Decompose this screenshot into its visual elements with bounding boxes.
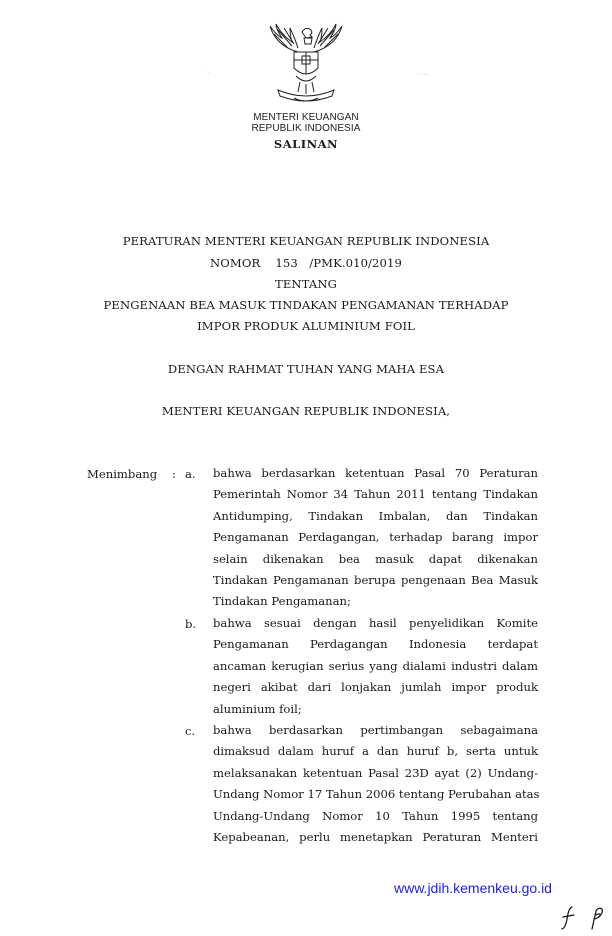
text-line: negeri akibat dari lonjakan jumlah impor produk bbox=[213, 680, 538, 695]
text-line: dimaksud dalam huruf a dan huruf b, serta untuk bbox=[213, 744, 538, 759]
considerations-colon: : bbox=[172, 467, 176, 481]
text-line: Kepabeanan, perlu menetapkan Peraturan Menteri bbox=[213, 829, 538, 844]
jdih-website-link[interactable]: www.jdih.kemenkeu.go.id bbox=[394, 880, 552, 896]
item-letter-a: a. bbox=[185, 467, 196, 481]
item-letter-b: b. bbox=[185, 617, 197, 631]
copy-label: SALINAN bbox=[273, 137, 339, 151]
garuda-emblem-icon bbox=[264, 22, 348, 112]
item-letter-c: c. bbox=[185, 724, 196, 738]
text-line: Undang Nomor 17 Tahun 2006 tentang Perubahan atas bbox=[213, 787, 540, 802]
issuer: MENTERI KEUANGAN REPUBLIK INDONESIA, bbox=[161, 404, 451, 418]
text-line: bahwa berdasarkan pertimbangan sebagaimana bbox=[213, 723, 538, 737]
text-line: Pengamanan Perdagangan, terhadap barang impor bbox=[213, 530, 538, 545]
text-line: selain dikenakan bea masuk dapat dikenakan bbox=[213, 551, 538, 566]
regulation-about: TENTANG bbox=[275, 277, 337, 291]
text-line: Pengamanan Perdagangan Indonesia terdapat bbox=[213, 637, 538, 652]
text-line: melaksanakan ketentuan Pasal 23D ayat (2) Undang- bbox=[213, 765, 538, 780]
consideration-item-b bbox=[213, 613, 538, 720]
text-line: Undang-Undang Nomor 10 Tahun 1995 tentang bbox=[213, 808, 538, 823]
considerations-label: Menimbang bbox=[87, 467, 158, 481]
invocation: DENGAN RAHMAT TUHAN YANG MAHA ESA bbox=[167, 362, 445, 376]
regulation-subject-line2: IMPOR PRODUK ALUMINIUM FOIL bbox=[197, 319, 415, 333]
text-line: Antidumping, Tindakan Imbalan, dan Tindakan bbox=[213, 508, 538, 523]
regulation-title: PERATURAN MENTERI KEUANGAN REPUBLIK INDONESIA bbox=[122, 234, 490, 248]
text-line: bahwa berdasarkan ketentuan Pasal 70 Peraturan bbox=[213, 466, 538, 480]
scan-speck: . .... bbox=[418, 70, 430, 77]
ministry-name-line1: MENTERI KEUANGAN bbox=[253, 112, 359, 123]
text-line: ancaman kerugian serius yang dialami industri dalam bbox=[213, 658, 538, 673]
text-line: Tindakan Pengamanan berupa pengenaan Bea Masuk bbox=[213, 572, 538, 587]
text-line: Tindakan Pengamanan; bbox=[213, 594, 351, 609]
text-line: bahwa sesuai dengan hasil penyelidikan Komite bbox=[213, 616, 538, 630]
text-line: aluminium foil; bbox=[213, 701, 302, 716]
signature-initials-icon bbox=[558, 905, 608, 931]
regulation-subject-line1: PENGENAAN BEA MASUK TINDAKAN PENGAMANAN TERHADAP bbox=[103, 298, 509, 312]
consideration-item-a bbox=[213, 463, 538, 613]
regulation-number: NOMOR 153 /PMK.010/2019 bbox=[210, 256, 402, 270]
consideration-item-c bbox=[213, 720, 538, 848]
text-line: Pemerintah Nomor 34 Tahun 2011 tentang Tindakan bbox=[213, 487, 538, 502]
scan-speck: · . bbox=[205, 68, 211, 75]
ministry-name-line2: REPUBLIK INDONESIA bbox=[251, 123, 361, 134]
